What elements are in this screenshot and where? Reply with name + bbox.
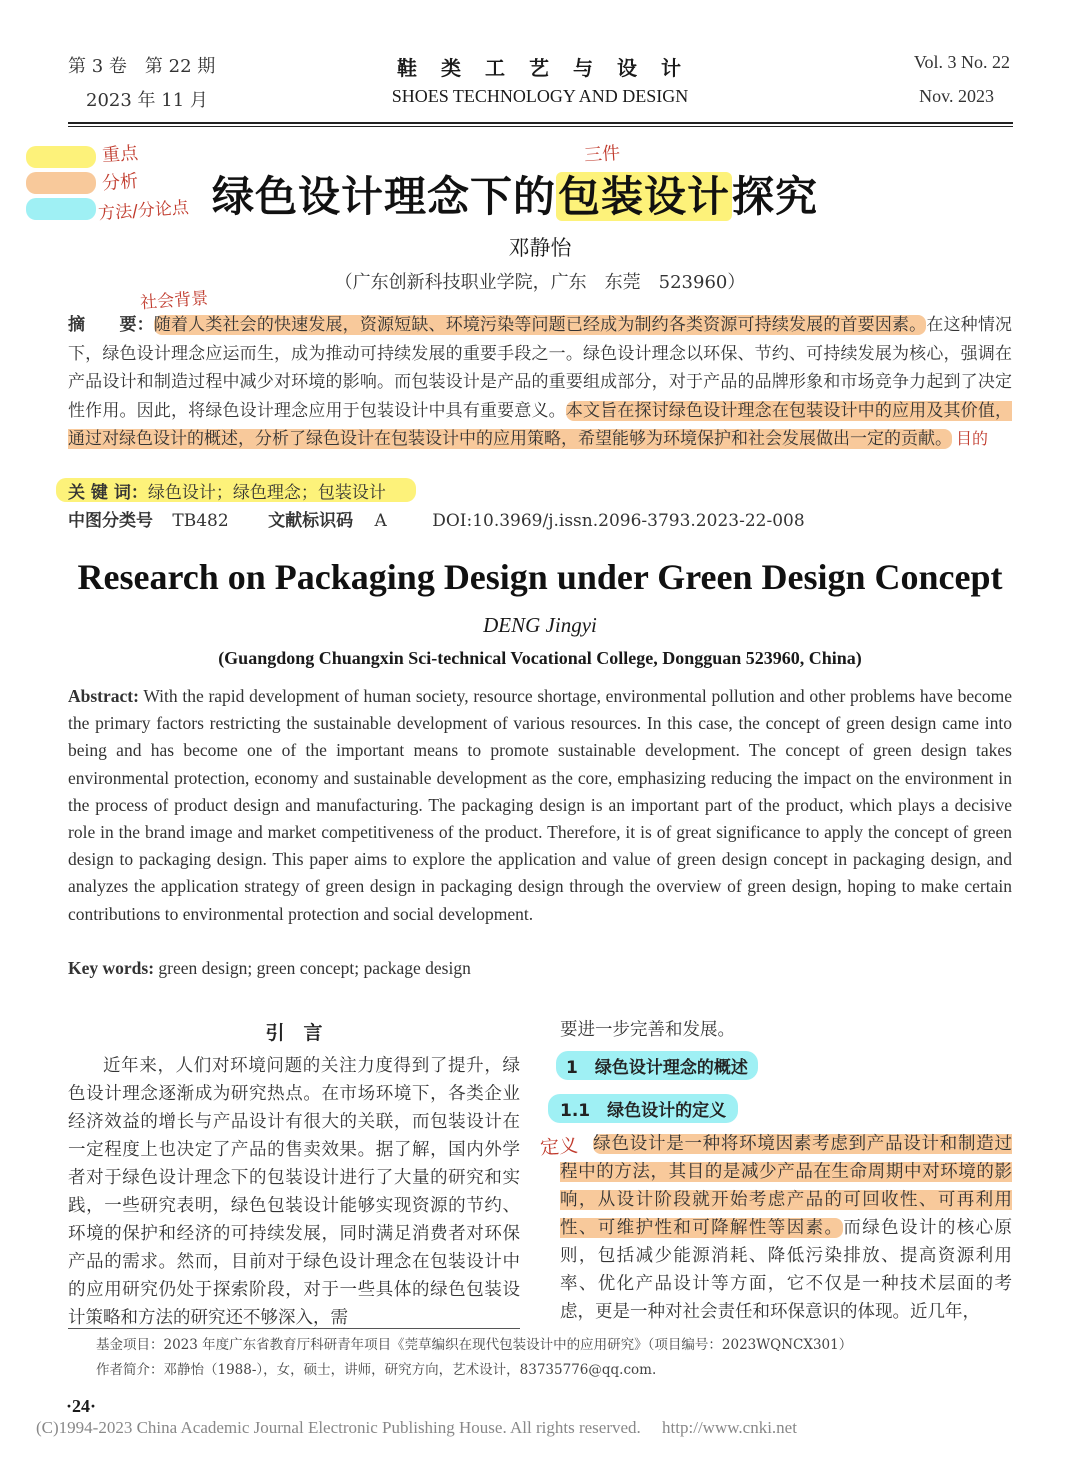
footnote-rule <box>68 1328 520 1329</box>
keywords-value-cn: 绿色设计；绿色理念；包装设计 <box>147 483 386 503</box>
clc-label: 中图分类号 <box>68 511 153 531</box>
author-cn: 邓静怡 <box>508 236 572 260</box>
abstract-note: 社会背景 <box>139 288 209 314</box>
volume-issue-cn: 第 3 卷 第 22 期 <box>68 56 216 77</box>
copyright-line: (C)1994-2023 China Academic Journal Electronic Publishing House. All rights reserved. http://www.cnki.net <box>36 1418 797 1437</box>
date-en: Nov. 2023 <box>919 86 994 106</box>
legend-orange-swatch <box>26 172 96 194</box>
keywords-value-en: green design; green concept; package design <box>158 958 471 978</box>
right-continuation: 要进一步完善和发展。 <box>560 1020 735 1040</box>
abstract-en <box>68 683 1012 928</box>
title-note: 三件 <box>583 142 621 167</box>
journal-name-en: SHOES TECHNOLOGY AND DESIGN <box>391 86 689 106</box>
author-bio: 作者简介：邓静怡（1988-），女，硕士，讲师，研究方向，艺术设计，83735776@qq.com. <box>96 1362 657 1378</box>
abstract-text-en: With the rapid development of human society, resource shortage, environmental pollution and other problems have become the primary factors restricting the sustainable development of various resources. In this case, the concept of green design came into being and has become one of the important means to promote sustainable development. The concept of green design takes environmental protection, economy and sustainable development as the core, emphasizing reducing the impact on the environment in the process of product design and manufacturing. The packaging design is an important part of the product, which plays a decisive role in the brand image and market competitiveness of the product. Therefore, it is of great significance to apply the concept of green design to packaging design. This paper aims to explore the application and value of green design concept in packaging design, and analyzes the application strategy of green design in packaging design through the overview of green design, hoping to make certain contributions to environmental protection and social development. <box>68 686 1013 924</box>
intro-heading: 引 言 <box>265 1022 323 1044</box>
intro-paragraph: 近年来，人们对环境问题的关注力度得到了提升，绿色设计理念逐渐成为研究热点。在市场环境下，各类企业经济效益的增长与产品设计有很大的关联，而包装设计在一定程度上也决定了产品的售卖效果。据了解，国内外学者对于绿色设计理念下的包装设计进行了大量的研究和实践，一些研究表明，绿色包装设计能够实现资源的节约、环境的保护和经济的可持续发展，同时满足消费者对环保产品的需求。然而，目前对于绿色设计理念在包装设计中的应用研究仍处于探索阶段，对于一些具体的绿色包装设计策略和方法的研究还不够深入，需 <box>68 1056 520 1328</box>
title-part-3: 探究 <box>732 172 819 221</box>
legend-orange-note: 分析 <box>101 170 139 195</box>
keywords-label-cn: 关 键 词： <box>68 483 148 503</box>
section-1-1-heading: 1.1 绿色设计的定义 <box>548 1094 738 1123</box>
header-rule <box>68 122 1013 124</box>
definition-paragraph <box>560 1130 1012 1326</box>
clc-value: TB482 <box>172 511 229 531</box>
affiliation-en: (Guangdong Chuangxin Sci-technical Vocational College, Dongguan 523960, China) <box>218 648 862 668</box>
journal-name-cn: 鞋 类 工 艺 与 设 计 <box>397 56 683 80</box>
abstract-background-highlight: 随着人类社会的快速发展，资源短缺、环境污染等问题已经成为制约各类资源可持续发展的首要因素。 <box>153 315 927 335</box>
keywords-label-en: Key words: <box>68 958 155 978</box>
section-1-heading: 1 绿色设计理念的概述 <box>556 1051 758 1080</box>
classification-line <box>68 506 805 531</box>
definition-note: 定义 <box>539 1134 579 1160</box>
paper-title-cn <box>212 164 818 224</box>
abstract-purpose-highlight: 本文旨在探讨绿色设计理念在包装设计中的应用及其价值，通过对绿色设计的概述，分析了绿色设计在包装设计中的应用策略，希望能够为环境保护和社会发展做出一定的贡献。 <box>68 400 1013 449</box>
doi: DOI:10.3969/j.issn.2096-3793.2023-22-008 <box>432 511 805 531</box>
title-part-highlight: 包装设计 <box>558 172 731 221</box>
doc-code-value: A <box>374 511 387 531</box>
doc-code-label: 文献标识码 <box>268 511 354 531</box>
header-rule-thin <box>68 126 1013 127</box>
purpose-note: 目的 <box>956 429 989 448</box>
affiliation-cn: （广东创新科技职业学院，广东 东莞 523960） <box>334 272 746 293</box>
fund-note: 基金项目：2023 年度广东省教育厅科研青年项目《莞草编织在现代包装设计中的应用研究》（项目编号：2023WQNCX301） <box>96 1337 853 1353</box>
page-number: ·24· <box>66 1396 97 1416</box>
legend-yellow-note: 重点 <box>101 142 139 167</box>
legend-yellow-swatch <box>26 146 96 168</box>
legend-cyan-note: 方法/分论点 <box>97 197 190 225</box>
volume-issue-en: Vol. 3 No. 22 <box>913 52 1010 72</box>
keywords-en <box>68 958 471 979</box>
definition-rest: 而绿色设计的核心原则，包括减少能源消耗、降低污染排放、提高资源利用率、优化产品设计等方面，它不仅是一种技术层面的考虑，更是一种对社会责任和环保意识的体现。近几年， <box>560 1218 1013 1322</box>
definition-highlight: 绿色设计是一种将环境因素考虑到产品设计和制造过程中的方法，其目的是减少产品在生命周期中对环境的影响，从设计阶段就开始考虑产品的可回收性、可再利用性、可维护性和可降解性等因素。 <box>560 1134 1012 1238</box>
date-cn: 2023 年 11 月 <box>86 90 208 111</box>
abstract-cn <box>68 311 1012 454</box>
keywords-cn <box>56 478 416 502</box>
title-part-1: 绿色设计理念下的 <box>212 172 557 221</box>
abstract-body: 在这种情况下，绿色设计理念应运而生，成为推动可持续发展的重要手段之一。绿色设计理念以环保、节约、可持续发展为核心，强调在产品设计和制造过程中减少对环境的影响。而包装设计是产品的重要组成部分，对于产品的品牌形象和市场竞争力起到了决定性作用。因此，将绿色设计理念应用于包装设计中具有重要意义。 <box>68 315 1013 421</box>
paper-title-en: Research on Packaging Design under Green Design Concept <box>77 557 1003 597</box>
abstract-label-en: Abstract: <box>68 686 139 706</box>
author-en: DENG Jingyi <box>483 613 597 637</box>
abstract-label-cn: 摘 要： <box>68 315 154 335</box>
legend-cyan-swatch <box>26 198 96 220</box>
